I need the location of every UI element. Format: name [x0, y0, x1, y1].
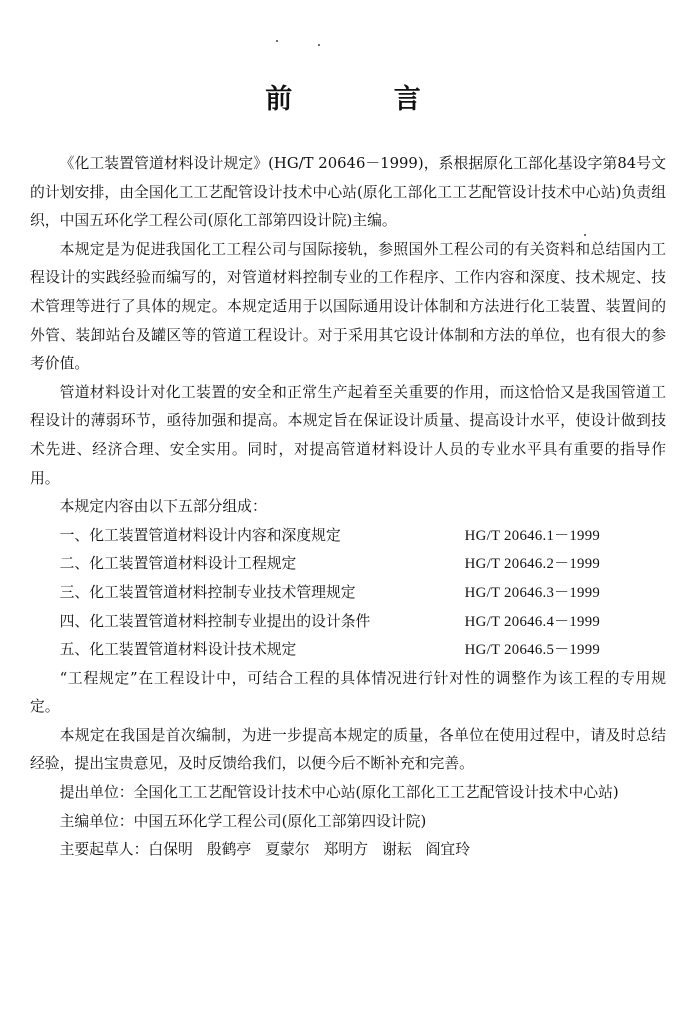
list-item	[30, 579, 666, 608]
scan-speck	[318, 44, 320, 46]
scan-speck	[276, 40, 278, 42]
drafter-name: 郑明方	[323, 841, 369, 859]
paragraph-2: 本规定是为促进我国化工工程公司与国际接轨，参照国外工程公司的有关资料和总结国内工程设计的实践经验而编写的，对管道材料控制专业的工作程序、工作内容和深度、技术规定、技术管理等进行了具体的规定。本规定适用于以国际通用设计体制和方法进行化工装置、装置间的外管、装卸站台及罐区等的管道工程设计。对于采用其它设计体制和方法的单位，也有很大的参考价值。	[30, 240, 666, 373]
list-item	[30, 608, 666, 637]
paragraph-1: 《化工装置管道材料设计规定》(HG/T 20646－1999)，系根据原化工部化基设字第84号文的计划安排，由全国化工工艺配管设计技术中心站(原化工部化工工艺配管设计技术中心站)负责组织，中国五环化学工程公司(原化工部第四设计院)主编。	[30, 155, 666, 230]
parts-list	[30, 522, 666, 665]
part-code: HG/T 20646.2－1999	[464, 556, 601, 573]
parts-intro: 本规定内容由以下五部分组成：	[59, 498, 267, 516]
part-name: 二、化工装置管道材料设计工程规定	[59, 555, 297, 573]
part-code: HG/T 20646.4－1999	[464, 613, 601, 630]
part-name: 三、化工装置管道材料控制专业技术管理规定	[59, 583, 356, 601]
drafter-name: 谢耘	[382, 841, 412, 859]
part-code: HG/T 20646.3－1999	[464, 584, 601, 601]
paragraph-feedback: 本规定在我国是首次编制，为进一步提高本规定的质量，各单位在使用过程中，请及时总结经验，提出宝贵意见，及时反馈给我们，以便今后不断补充和完善。	[30, 726, 666, 773]
editor-label: 主编单位：	[59, 812, 134, 830]
proposer-label: 提出单位：	[59, 784, 134, 802]
part-name: 五、化工装置管道材料设计技术规定	[59, 641, 297, 659]
page-title: 前 言	[265, 84, 467, 115]
editor-value: 中国五环化学工程公司(原化工部第四设计院)	[133, 812, 427, 830]
drafter-name: 夏蒙尔	[265, 841, 310, 859]
part-name: 一、化工装置管道材料设计内容和深度规定	[59, 526, 341, 544]
paragraph-engineering-rules: “工程规定”在工程设计中，可结合工程的具体情况进行针对性的调整作为该工程的专用规定。	[30, 669, 666, 716]
document-body	[30, 150, 666, 865]
list-item	[30, 522, 666, 551]
drafters-label: 主要起草人：	[59, 841, 149, 859]
proposer-unit	[30, 779, 666, 808]
list-item	[30, 636, 666, 665]
proposer-value: 全国化工工艺配管设计技术中心站(原化工部化工工艺配管设计技术中心站)	[133, 784, 619, 802]
drafter-name: 阎宜玲	[425, 841, 471, 859]
part-name: 四、化工装置管道材料控制专业提出的设计条件	[59, 612, 371, 630]
drafter-name: 白保明	[148, 841, 193, 859]
part-code: HG/T 20646.1－1999	[464, 527, 601, 544]
paragraph-3: 管道材料设计对化工装置的安全和正常生产起着至关重要的作用，而这恰恰又是我国管道工程设计的薄弱环节，亟待加强和提高。本规定旨在保证设计质量、提高设计水平，使设计做到技术先进、经济合理、安全实用。同时，对提高管道材料设计人员的专业水平具有重要的指导作用。	[30, 383, 666, 487]
drafters-line	[30, 836, 666, 865]
part-code: HG/T 20646.5－1999	[464, 642, 601, 659]
drafter-name: 殷鹤亭	[206, 841, 252, 859]
editor-unit	[30, 808, 666, 837]
list-item	[30, 550, 666, 579]
